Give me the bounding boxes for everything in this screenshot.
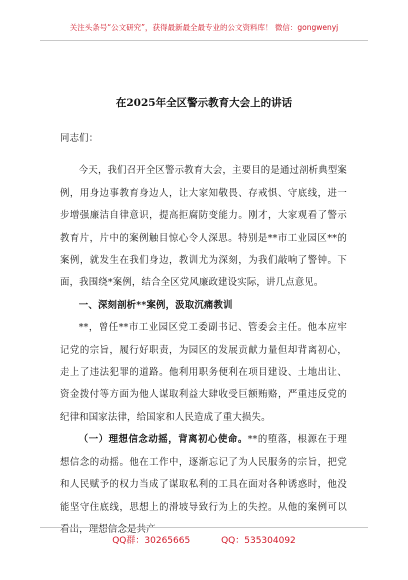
salutation: 同志们： xyxy=(60,133,99,144)
footer-qq: QQ：535304092 xyxy=(221,536,296,546)
footer-divider xyxy=(40,527,368,528)
section-heading-1 xyxy=(60,295,347,317)
sub-section-1 xyxy=(60,429,347,541)
document-title: 在2025年全区警示教育大会上的讲话 xyxy=(115,97,293,109)
sub-heading-1: （一）理想信念动摇，背离初心使命。 xyxy=(78,434,248,446)
intro-paragraph: 今天，我们召开全区警示教育大会，主要目的是通过剖析典型案例，用身边事教育身边人，让大家知敬畏、存戒惧、守底线，进一步增强廉洁自律意识，提高拒腐防变能力。刚才，大家观看了警示教育片，片中的案例触目惊心令人深思。特别是**市工业园区**的案例，就发生在我们身边，教训尤为深刻，为我们敲响了警钟。下面，我围绕*案例，结合全区党风廉政建设实际，讲几点意见。 xyxy=(60,165,347,289)
case-paragraph: **，曾任**市工业园区党工委副书记、管委会主任。他本应牢记党的宗旨，履行好职责，为园区的发展贡献力量但却背离初心，走上了违法犯罪的道路。他利用职务便利在项目建设、土地出让、资金拨付等方面为他人谋取利益大肆收受巨额贿赂，严重违反党的纪律和国家法律，给国家和人民造成了重大损失。 xyxy=(60,322,347,423)
footer-qq-group: QQ群：30265665 xyxy=(112,536,191,546)
section-heading-1-text: 一、深刻剖析**案例，汲取沉痛教训 xyxy=(78,299,233,311)
header-notice: 关注头条号“公文研究”，获得最新最全最专业的公文资料库！ 微信：gongwenyj xyxy=(69,23,339,32)
header-divider xyxy=(40,40,368,41)
footer xyxy=(0,533,408,546)
document-body xyxy=(60,128,347,541)
sub-section-1-text: **的堕落，根源在于理想信念的动摇。他在工作中，逐渐忘记了为人民服务的宗旨，把党和人民赋予的权力当成了谋取私利的工具在面对各种诱惑时，他没能坚守住底线，思想上的滑坡导致行为上的失控。从他的案例可以看出，理想信念是共产 xyxy=(60,434,347,535)
